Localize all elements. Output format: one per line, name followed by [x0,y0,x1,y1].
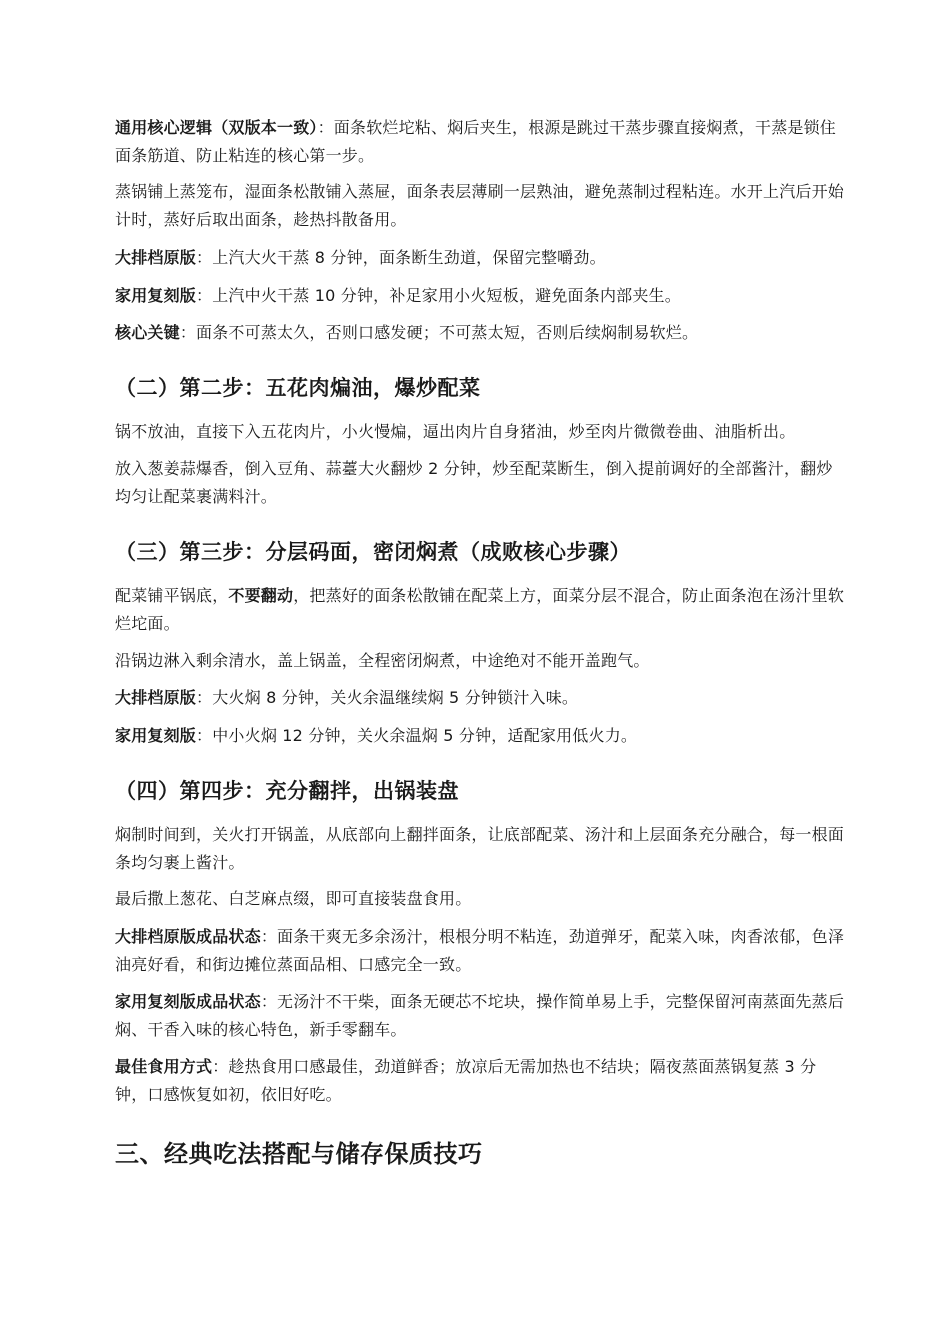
step3-stall-paragraph [115,684,845,712]
home-version-label: 家用复刻版 [115,286,197,305]
step4-eating-paragraph [115,1053,845,1109]
key-point-label: 核心关键 [115,323,180,342]
step3-text-b: ，把蒸好的面条松散铺在配菜上方，面菜分层不混合，防止面条泡在汤汁里软烂坨面。 [115,586,845,633]
stall-version-label: 大排档原版 [115,688,197,707]
step3-paragraph-2: 沿锅边淋入剩余清水，盖上锅盖，全程密闭焖煮，中途绝对不能开盖跑气。 [115,651,650,670]
step4-paragraph-1: 焖制时间到，关火打开锅盖，从底部向上翻拌面条，让底部配菜、汤汁和上层面条充分融合，每一根面条均匀裹上酱汁。 [115,825,845,872]
step3-text-a: 配菜铺平锅底， [115,586,229,605]
stall-version-label: 大排档原版 [115,248,197,267]
core-logic-text: ：面条软烂坨粘、焖后夹生，根源是跳过干蒸步骤直接焖煮，干蒸是锁住面条筋道、防止粘连的核心第一步。 [115,118,837,165]
stall-result-label: 大排档原版成品状态 [115,927,261,946]
steam-stall-paragraph [115,244,845,272]
steam-home-paragraph [115,282,845,310]
step2-heading: （二）第二步：五花肉煸油，爆炒配菜 [115,376,481,400]
step4-home-result-paragraph [115,988,845,1044]
step4-stall-result-paragraph [115,923,845,979]
stall-version-text: ：上汽大火干蒸 8 分钟，面条断生劲道，保留完整嚼劲。 [196,248,606,267]
home-result-text: ：无汤汁不干柴，面条无硬芯不坨块，操作简单易上手，完整保留河南蒸面先蒸后焖、干香入味的核心特色，新手零翻车。 [115,992,845,1039]
step4-paragraph-2: 最后撒上葱花、白芝麻点缀，即可直接装盘食用。 [115,889,472,908]
step2-paragraph-2: 放入葱姜蒜爆香，倒入豆角、蒜薹大火翻炒 2 分钟，炒至配菜断生，倒入提前调好的全部酱汁，翻炒均匀让配菜裹满料汁。 [115,459,833,506]
home-version-text: ：上汽中火干蒸 10 分钟，补足家用小火短板，避免面条内部夹生。 [196,286,681,305]
step3-paragraph-1 [115,582,845,638]
core-logic-label: 通用核心逻辑（双版本一致） [115,118,318,137]
key-point-text: ：面条不可蒸太久，否则口感发硬；不可蒸太短，否则后续焖制易软烂。 [179,323,699,342]
stall-result-text: ：面条干爽无多余汤汁，根根分明不粘连，劲道弹牙，配菜入味，肉香浓郁，色泽油亮好看，和街边摊位蒸面品相、口感完全一致。 [115,927,845,974]
step4-heading: （四）第四步：充分翻拌，出锅装盘 [115,779,459,803]
best-eating-text: ：趁热食用口感最佳，劲道鲜香；放凉后无需加热也不结块；隔夜蒸面蒸锅复蒸 3 分钟，口感恢复如初，依旧好吃。 [115,1057,817,1104]
stall-version-text: ：大火焖 8 分钟，关火余温继续焖 5 分钟锁汁入味。 [196,688,579,707]
section3-heading: 三、经典吃法搭配与储存保质技巧 [115,1140,483,1168]
steam-core-paragraph [115,114,845,170]
best-eating-label: 最佳食用方式 [115,1057,213,1076]
steam-method-paragraph: 蒸锅铺上蒸笼布，湿面条松散铺入蒸屉，面条表层薄刷一层熟油，避免蒸制过程粘连。水开上汽后开始计时，蒸好后取出面条，趁热抖散备用。 [115,182,845,229]
step3-heading: （三）第三步：分层码面，密闭焖煮（成败核心步骤） [115,540,631,564]
home-version-label: 家用复刻版 [115,726,197,745]
home-result-label: 家用复刻版成品状态 [115,992,261,1011]
do-not-stir-emphasis: 不要翻动 [228,586,294,605]
step2-paragraph-1: 锅不放油，直接下入五花肉片，小火慢煸，逼出肉片自身猪油，炒至肉片微微卷曲、油脂析出。 [115,422,796,441]
step3-home-paragraph [115,722,845,750]
steam-key-paragraph [115,319,845,347]
home-version-text: ：中小火焖 12 分钟，关火余温焖 5 分钟，适配家用低火力。 [196,726,638,745]
